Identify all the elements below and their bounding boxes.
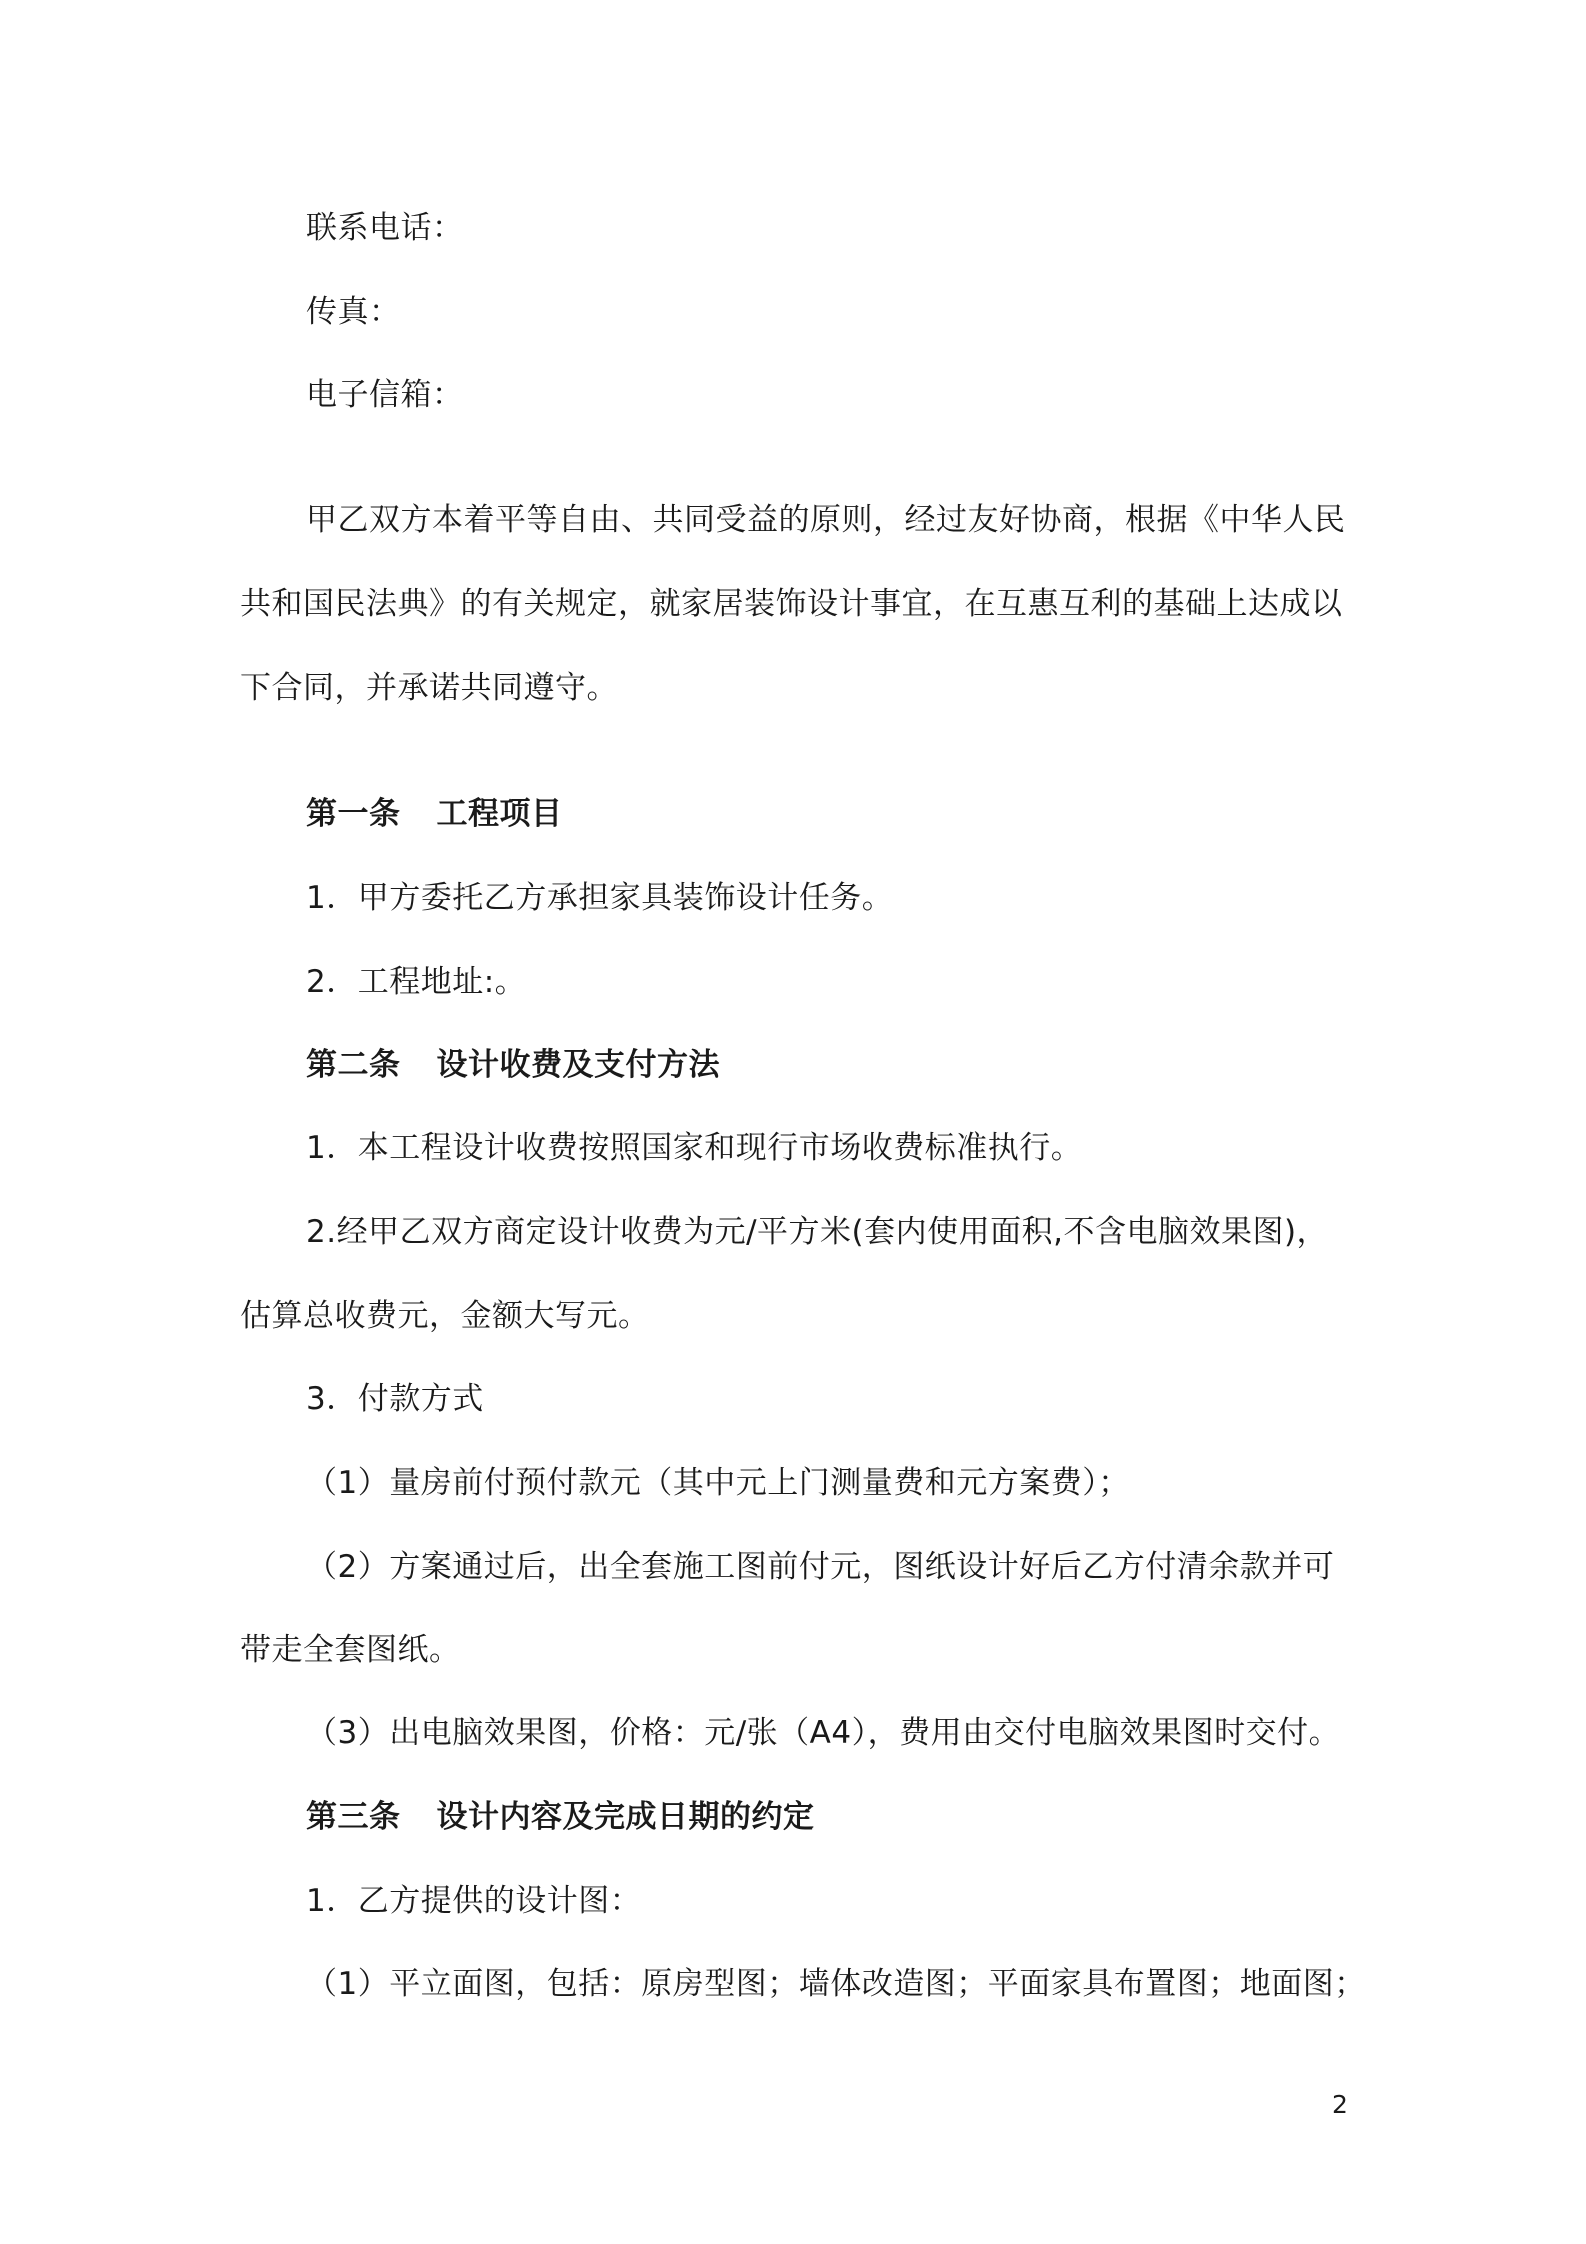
article-1-heading	[306, 794, 563, 834]
article-1-item: 1．甲方委托乙方承担家具装饰设计任务。	[306, 880, 894, 916]
payment-clause: （1）量房前付预付款元（其中元上门测量费和元方案费）；	[306, 1465, 1130, 1501]
article-3-heading	[306, 1797, 815, 1837]
preamble-line: 下合同，并承诺共同遵守。	[240, 670, 618, 706]
payment-clause: （2）方案通过后，出全套施工图前付元，图纸设计好后乙方付清余款并可	[306, 1549, 1335, 1585]
article-number: 第三条	[306, 1799, 401, 1835]
preamble-line: 共和国民法典》的有关规定，就家居装饰设计事宜，在互惠互利的基础上达成以	[240, 586, 1343, 622]
design-drawing-clause: （1）平立面图，包括：原房型图；墙体改造图；平面家具布置图；地面图；	[306, 1966, 1366, 2002]
payment-clause-continued: 带走全套图纸。	[240, 1632, 461, 1668]
article-title: 设计内容及完成日期的约定	[436, 1799, 815, 1835]
fax-label: 传真：	[306, 294, 401, 330]
payment-clause: （3）出电脑效果图，价格：元/张（A4），费用由交付电脑效果图时交付。	[306, 1715, 1341, 1751]
article-2-item: 3．付款方式	[306, 1381, 484, 1417]
article-2-heading	[306, 1045, 720, 1085]
email-label: 电子信箱：	[306, 377, 464, 413]
article-2-item: 2.经甲乙双方商定设计收费为元/平方米(套内使用面积,不含电脑效果图)，	[306, 1214, 1329, 1250]
article-title: 设计收费及支付方法	[436, 1047, 720, 1083]
article-2-item: 1．本工程设计收费按照国家和现行市场收费标准执行。	[306, 1130, 1083, 1166]
article-1-item: 2．工程地址:。	[306, 964, 527, 1000]
article-number: 第二条	[306, 1047, 401, 1083]
article-title: 工程项目	[436, 796, 563, 832]
phone-label: 联系电话：	[306, 210, 464, 246]
article-2-item-continued: 估算总收费元，金额大写元。	[240, 1298, 650, 1334]
article-number: 第一条	[306, 796, 401, 832]
article-3-item: 1．乙方提供的设计图：	[306, 1883, 642, 1919]
page-number: 2	[1332, 2090, 1348, 2119]
preamble-line: 甲乙双方本着平等自由、共同受益的原则，经过友好协商，根据《中华人民	[306, 502, 1346, 538]
